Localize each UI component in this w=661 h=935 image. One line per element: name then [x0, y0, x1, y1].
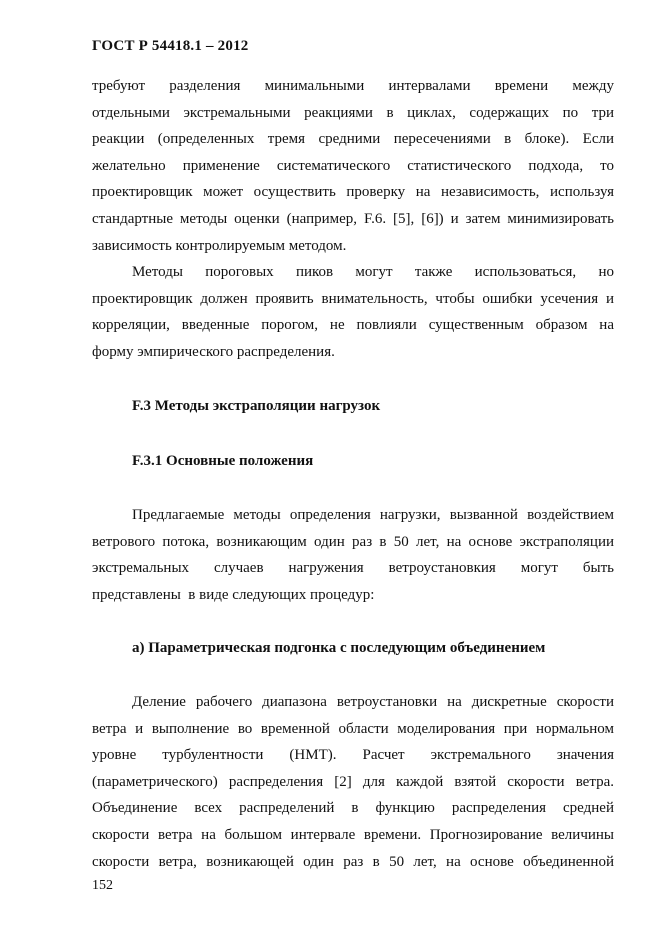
paragraph-3 — [92, 502, 614, 608]
text-line: проектировщик должен проявить внимательность, чтобы ошибки усечения и — [92, 290, 614, 307]
text-line: Деление рабочего диапазона ветроустановки на дискретные скорости — [132, 694, 614, 710]
subsection-heading-a: а) Параметрическая подгонка с последующим объединением — [132, 640, 546, 656]
text-line: уровне турбулентности (НМТ). Расчет экстремального значения — [92, 747, 614, 764]
text-line: отдельными экстремальными реакциями в циклах, содержащих по три — [92, 104, 614, 121]
text-line: представлены в виде следующих процедур: — [92, 586, 375, 603]
page-number: 152 — [92, 878, 113, 893]
text-line: ветрового потока, возникающим один раз в 50 лет, на основе экстраполяции — [92, 533, 614, 550]
text-line: (параметрического) распределения [2] для каждой взятой скорости ветра. — [92, 773, 614, 790]
text-line: корреляции, введенные порогом, не повлияли существенным образом на — [92, 317, 614, 334]
paragraph-4 — [92, 689, 614, 875]
section-heading-f3-1: F.3.1 Основные положения — [132, 453, 314, 469]
text-line: проектировщик может осуществить проверку на независимость, используя — [92, 184, 614, 201]
text-line: реакции (определенных тремя средними пересечениями в блоке). Если — [92, 131, 614, 148]
paragraph-1 — [92, 73, 614, 259]
text-line: скорости ветра на большом интервале времени. Прогнозирование величины — [92, 826, 614, 843]
text-line: Предлагаемые методы определения нагрузки, вызванной воздействием — [132, 507, 614, 523]
paragraph-2 — [92, 259, 614, 365]
text-line: Объединение всех распределений в функцию распределения средней — [92, 800, 614, 817]
text-line: стандартные методы оценки (например, F.6. [5], [6]) и затем минимизировать — [92, 210, 614, 227]
text-line: форму эмпирического распределения. — [92, 343, 335, 360]
text-line: требуют разделения минимальными интервалами времени между — [92, 78, 614, 94]
text-line: экстремальных случаев нагружения ветроустановкия могут быть — [92, 560, 614, 577]
text-line: ветра и выполнение во временной области моделирования при нормальном — [92, 720, 614, 737]
text-line: скорости ветра, возникающей один раз в 50 лет, на основе объединенной — [92, 853, 614, 870]
section-heading-f3: F.3 Методы экстраполяции нагрузок — [132, 398, 381, 414]
text-line: зависимость контролируемым методом. — [92, 237, 347, 254]
document-header: ГОСТ Р 54418.1 – 2012 — [92, 38, 249, 54]
text-line: Методы пороговых пиков могут также использоваться, но — [132, 264, 614, 280]
text-line: желательно применение систематического статистического подхода, то — [92, 157, 614, 174]
